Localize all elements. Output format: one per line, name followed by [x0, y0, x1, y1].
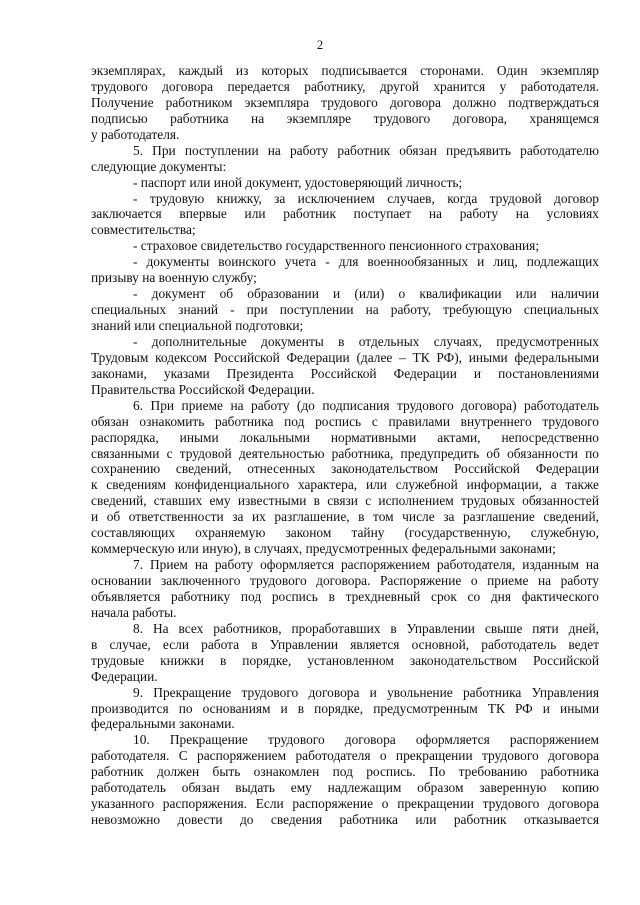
text-line: совместительства;	[91, 222, 196, 238]
paragraph-6-line: 6. При приеме на работу (до подписания трудового договора) работодатель	[133, 397, 599, 413]
text-line: Федерации.	[91, 668, 158, 684]
text-line: коммерческую или иную), в случаях, предусмотренных федеральными законами;	[91, 541, 556, 557]
text-line: распорядка, иными локальными нормативными актами, непосредственно	[91, 429, 599, 445]
text-line: специальных знаний - при поступлении на работу, требующую специальных	[91, 302, 599, 318]
text-line: составляющих охраняемую законом тайну (государственную, служебную,	[91, 525, 599, 541]
list-item: - трудовую книжку, за исключением случаев, когда трудовой договор	[133, 190, 599, 206]
text-line: трудовые книжки в порядке, установленном законодательством Российской	[91, 652, 599, 668]
paragraph-10-line: 10. Прекращение трудового договора оформляется распоряжением	[133, 732, 599, 748]
page-number: 2	[316, 38, 324, 52]
list-item: - паспорт или иной документ, удостоверяющий личность;	[133, 174, 463, 190]
text-line: объявляется работнику под роспись в трехдневный срок со дня фактического	[91, 588, 599, 604]
list-item: - страховое свидетельство государственного пенсионного страхования;	[133, 238, 540, 254]
text-line	[91, 828, 599, 844]
text-line: работодателя. С распоряжением работодателя о прекращении трудового договора	[91, 748, 599, 764]
text-line: сведений, ставших ему известными в связи с исполнением трудовых обязанностей	[91, 493, 599, 509]
text-line: у работодателя.	[91, 126, 180, 142]
text-line: заключается впервые или работник поступает на работу на условиях	[91, 206, 599, 222]
text-line: в случае, если работа в Управлении является основной, работодатель ведет	[91, 636, 599, 652]
list-item: - документы воинского учета - для военнообязанных и лиц, подлежащих	[133, 254, 599, 270]
text-line: указанного распоряжения. Если распоряжение о прекращении трудового договора	[91, 796, 599, 812]
text-line: производится по основаниям и в порядке, предусмотренным ТК РФ и иными	[91, 700, 599, 716]
text-line: начала работы.	[91, 604, 177, 620]
paragraph-9-line: 9. Прекращение трудового договора и увольнение работника Управления	[133, 684, 599, 700]
text-line: невозможно довести до сведения работника или работник отказывается	[91, 812, 599, 828]
list-item: - дополнительные документы в отдельных случаях, предусмотренных	[133, 333, 599, 349]
text-line: федеральными законами.	[91, 716, 235, 732]
text-line: знаний или специальной подготовки;	[91, 318, 304, 333]
text-line: Трудовым кодексом Российской Федерации (далее – ТК РФ), иными федеральными	[91, 349, 599, 365]
paragraph-7-line: 7. Прием на работу оформляется распоряжением работодателя, изданным на	[133, 557, 599, 573]
text-line: следующие документы:	[91, 158, 227, 174]
text-line: связанными с трудовой деятельностью работника, предупредить об обязанности по	[91, 445, 599, 461]
list-item: - документ об образовании и (или) о квалификации или наличии	[133, 286, 599, 302]
text-line: Правительства Российской Федерации.	[91, 381, 315, 397]
paragraph-8-line: 8. На всех работников, проработавших в Управлении свыше пяти дней,	[133, 620, 599, 636]
text-line: и об ответственности за их разглашение, в том числе за разглашение сведений,	[91, 509, 599, 525]
text-line: основании заключенного трудового договора. Распоряжение о приеме на работу	[91, 573, 599, 588]
document-body	[91, 63, 599, 844]
text-line: трудового договора передается работнику, другой хранится у работодателя.	[91, 78, 599, 94]
paragraph-5-line: 5. При поступлении на работу работник обязан предъявить работодателю	[133, 142, 599, 158]
text-line: сохранению сведений, отнесенных законодательством Российской Федерации	[91, 461, 599, 477]
text-line: экземплярах, каждый из которых подписывается сторонами. Один экземпляр	[91, 63, 599, 78]
text-line: законами, указами Президента Российской Федерации и постановлениями	[91, 365, 599, 381]
text-line: призыву на военную службу;	[91, 270, 257, 286]
text-line: работник должен быть ознакомлен под роспись. По требованию работника	[91, 764, 599, 780]
text-line: работодатель обязан выдать ему надлежащим образом заверенную копию	[91, 780, 599, 796]
text-line: Получение работником экземпляра трудового договора должно подтверждаться	[91, 94, 599, 110]
text-line: к сведениям конфиденциального характера, или служебной информации, а также	[91, 477, 599, 493]
text-line: обязан ознакомить работника под роспись с правилами внутреннего трудового	[91, 413, 599, 429]
text-line: подписью работника на экземпляре трудового договора, хранящемся	[91, 110, 599, 126]
